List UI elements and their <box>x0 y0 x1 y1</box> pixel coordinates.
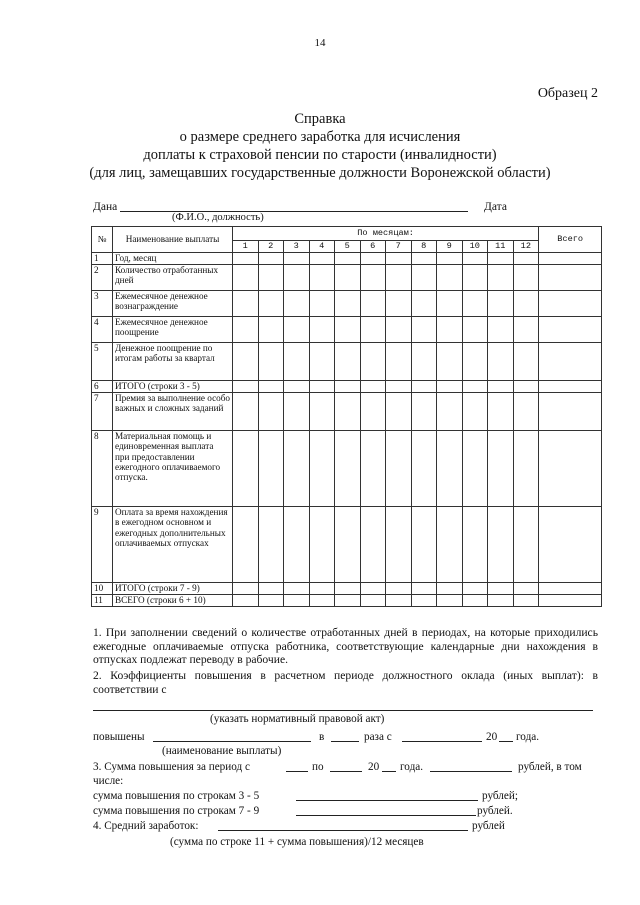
month-cell[interactable] <box>462 343 488 381</box>
month-cell[interactable] <box>437 291 463 317</box>
note-3-year-word: года. <box>400 761 424 773</box>
row-number: 9 <box>92 507 113 583</box>
month-header-2: 2 <box>258 241 284 253</box>
month-cell[interactable] <box>233 253 259 265</box>
month-cell[interactable] <box>258 393 284 431</box>
page-number: 14 <box>314 37 326 49</box>
payment-name-field[interactable] <box>153 741 311 742</box>
table-row <box>92 507 602 583</box>
legal-act-caption: (указать нормативный правовой акт) <box>210 713 385 725</box>
month-cell[interactable] <box>360 381 386 393</box>
month-cell[interactable] <box>335 381 361 393</box>
month-cell[interactable] <box>233 381 259 393</box>
month-header-6: 6 <box>360 241 386 253</box>
total-cell[interactable] <box>539 595 602 607</box>
total-cell[interactable] <box>539 431 602 507</box>
row-number: 6 <box>92 381 113 393</box>
month-cell[interactable] <box>258 507 284 583</box>
month-cell[interactable] <box>258 381 284 393</box>
month-cell[interactable] <box>258 317 284 343</box>
month-cell[interactable] <box>360 583 386 595</box>
month-cell[interactable] <box>411 291 437 317</box>
month-cell[interactable] <box>309 265 335 291</box>
sum-rows-7-9-field[interactable] <box>296 815 476 816</box>
month-cell[interactable] <box>335 343 361 381</box>
month-cell[interactable] <box>411 317 437 343</box>
month-cell[interactable] <box>411 381 437 393</box>
month-cell[interactable] <box>411 595 437 607</box>
month-header-12: 12 <box>513 241 539 253</box>
row-label: Денежное поощрение по итогам работы за квартал <box>113 343 233 381</box>
month-cell[interactable] <box>258 253 284 265</box>
table-row <box>92 431 602 507</box>
fio-caption: (Ф.И.О., должность) <box>172 212 264 223</box>
month-cell[interactable] <box>284 583 310 595</box>
month-cell[interactable] <box>360 595 386 607</box>
sum-rows-3-5-field[interactable] <box>296 800 478 801</box>
total-cell[interactable] <box>539 343 602 381</box>
month-cell[interactable] <box>284 393 310 431</box>
row-label: Материальная помощь и единовременная выплата при предоставлении ежегодного оплачиваемого отпуска. <box>113 431 233 507</box>
month-cell[interactable] <box>462 393 488 431</box>
month-cell[interactable] <box>462 431 488 507</box>
month-cell[interactable] <box>233 583 259 595</box>
month-cell[interactable] <box>462 265 488 291</box>
note-3-year-prefix: 20 <box>368 761 380 773</box>
month-cell[interactable] <box>488 595 514 607</box>
month-cell[interactable] <box>462 507 488 583</box>
month-cell[interactable] <box>233 291 259 317</box>
month-cell[interactable] <box>309 253 335 265</box>
month-header-10: 10 <box>462 241 488 253</box>
month-cell[interactable] <box>284 381 310 393</box>
month-cell[interactable] <box>513 393 539 431</box>
raised-label: повышены <box>93 731 145 743</box>
month-cell[interactable] <box>411 393 437 431</box>
row-number: 7 <box>92 393 113 431</box>
month-cell[interactable] <box>360 253 386 265</box>
month-header-3: 3 <box>284 241 310 253</box>
month-cell[interactable] <box>335 507 361 583</box>
month-header-1: 1 <box>233 241 259 253</box>
month-cell[interactable] <box>309 291 335 317</box>
month-cell[interactable] <box>386 507 412 583</box>
month-cell[interactable] <box>513 253 539 265</box>
note-3-cont: числе: <box>93 775 124 787</box>
month-cell[interactable] <box>360 343 386 381</box>
month-cell[interactable] <box>360 393 386 431</box>
table-row <box>92 265 602 291</box>
note-2: 2. Коэффициенты повышения в расчетном периоде должностного оклада (иных выплат): в соответствии с <box>93 669 598 696</box>
sum-rows-7-9-label: сумма повышения по строкам 7 - 9 <box>93 805 260 817</box>
sum-rows-3-5-label: сумма повышения по строкам 3 - 5 <box>93 790 260 802</box>
col-months-header: По месяцам: <box>233 227 539 241</box>
total-cell[interactable] <box>539 317 602 343</box>
month-cell[interactable] <box>284 291 310 317</box>
sample-label: Образец 2 <box>537 86 598 101</box>
month-cell[interactable] <box>437 317 463 343</box>
times-field[interactable] <box>331 741 359 742</box>
month-cell[interactable] <box>386 265 412 291</box>
month-cell[interactable] <box>284 595 310 607</box>
month-cell[interactable] <box>513 507 539 583</box>
month-cell[interactable] <box>309 431 335 507</box>
row-number: 8 <box>92 431 113 507</box>
month-cell[interactable] <box>335 265 361 291</box>
month-cell[interactable] <box>335 431 361 507</box>
row-label: Премия за выполнение особо важных и сложных заданий <box>113 393 233 431</box>
month-cell[interactable] <box>309 507 335 583</box>
month-cell[interactable] <box>462 595 488 607</box>
row-label: Ежемесячное денежное вознаграждение <box>113 291 233 317</box>
month-cell[interactable] <box>335 253 361 265</box>
row-label: Оплата за время нахождения в ежегодном основном и ежегодных дополнительных оплачиваемых отпусках <box>113 507 233 583</box>
month-cell[interactable] <box>386 381 412 393</box>
month-cell[interactable] <box>513 265 539 291</box>
raise-sum-field[interactable] <box>430 771 512 772</box>
month-cell[interactable] <box>437 431 463 507</box>
month-cell[interactable] <box>258 291 284 317</box>
note-3-po: по <box>312 761 324 773</box>
month-cell[interactable] <box>437 381 463 393</box>
month-cell[interactable] <box>386 583 412 595</box>
month-cell[interactable] <box>233 507 259 583</box>
month-cell[interactable] <box>411 431 437 507</box>
month-cell[interactable] <box>233 431 259 507</box>
year-field[interactable] <box>499 741 513 742</box>
month-cell[interactable] <box>360 291 386 317</box>
month-cell[interactable] <box>309 583 335 595</box>
month-cell[interactable] <box>233 317 259 343</box>
date-label: Дата <box>484 201 507 213</box>
month-cell[interactable] <box>437 507 463 583</box>
month-cell[interactable] <box>386 431 412 507</box>
month-cell[interactable] <box>309 317 335 343</box>
month-cell[interactable] <box>411 265 437 291</box>
total-cell[interactable] <box>539 381 602 393</box>
sum-rows-3-5-rub: рублей; <box>482 790 518 802</box>
month-cell[interactable] <box>488 317 514 343</box>
year-prefix: 20 <box>486 731 498 743</box>
payment-caption: (наименование выплаты) <box>162 745 282 757</box>
month-cell[interactable] <box>284 431 310 507</box>
doc-subtitle-2: доплаты к страховой пенсии по старости (инвалидности) <box>143 147 497 163</box>
table-row <box>92 393 602 431</box>
month-cell[interactable] <box>462 583 488 595</box>
month-cell[interactable] <box>386 253 412 265</box>
note-1: 1. При заполнении сведений о количестве отработанных дней в периодах, на которые приходились ежегодные оплачиваемые отпуска работника, соответствующие календарные дни нахождения в отпусках подлежат переводу в рабочие. <box>93 626 598 667</box>
total-cell[interactable] <box>539 583 602 595</box>
month-cell[interactable] <box>284 343 310 381</box>
average-earnings-field[interactable] <box>218 830 468 831</box>
row-label: Ежемесячное денежное поощрение <box>113 317 233 343</box>
month-cell[interactable] <box>462 291 488 317</box>
month-cell[interactable] <box>386 343 412 381</box>
period-to-field[interactable] <box>330 771 362 772</box>
row-number: 2 <box>92 265 113 291</box>
month-cell[interactable] <box>488 291 514 317</box>
month-cell[interactable] <box>258 431 284 507</box>
row-number: 10 <box>92 583 113 595</box>
month-cell[interactable] <box>335 393 361 431</box>
row-label: Год, месяц <box>113 253 233 265</box>
year-word: года. <box>516 731 540 743</box>
month-cell[interactable] <box>360 265 386 291</box>
month-cell[interactable] <box>411 253 437 265</box>
month-cell[interactable] <box>335 291 361 317</box>
note-4: 4. Средний заработок: <box>93 820 199 832</box>
col-total-header: Всего <box>539 227 602 253</box>
month-cell[interactable] <box>360 317 386 343</box>
month-cell[interactable] <box>335 583 361 595</box>
month-header-11: 11 <box>488 241 514 253</box>
table-row <box>92 381 602 393</box>
period-year-field[interactable] <box>382 771 396 772</box>
month-cell[interactable] <box>386 393 412 431</box>
note-3-rub: рублей, в том <box>518 761 582 773</box>
month-cell[interactable] <box>386 595 412 607</box>
month-cell[interactable] <box>386 317 412 343</box>
month-cell[interactable] <box>284 265 310 291</box>
total-cell[interactable] <box>539 253 602 265</box>
month-cell[interactable] <box>437 343 463 381</box>
total-cell[interactable] <box>539 507 602 583</box>
month-cell[interactable] <box>284 253 310 265</box>
doc-subtitle-3: (для лиц, замещавших государственные должности Воронежской области) <box>89 165 551 181</box>
month-cell[interactable] <box>258 595 284 607</box>
note-4-rub: рублей <box>472 820 505 832</box>
row-number: 5 <box>92 343 113 381</box>
total-cell[interactable] <box>539 265 602 291</box>
row-label: ИТОГО (строки 7 - 9) <box>113 583 233 595</box>
month-cell[interactable] <box>411 583 437 595</box>
formula: (сумма по строке 11 + сумма повышения)/12 месяцев <box>170 836 424 848</box>
month-cell[interactable] <box>233 265 259 291</box>
table-row <box>92 317 602 343</box>
month-cell[interactable] <box>488 431 514 507</box>
month-cell[interactable] <box>488 583 514 595</box>
month-cell[interactable] <box>258 265 284 291</box>
month-cell[interactable] <box>462 381 488 393</box>
row-number: 3 <box>92 291 113 317</box>
month-header-9: 9 <box>437 241 463 253</box>
doc-subtitle-1: о размере среднего заработка для исчисления <box>179 129 461 145</box>
month-cell[interactable] <box>437 393 463 431</box>
row-label: Количество отработанных дней <box>113 265 233 291</box>
row-label: ИТОГО (строки 3 - 5) <box>113 381 233 393</box>
row-number: 11 <box>92 595 113 607</box>
month-cell[interactable] <box>437 583 463 595</box>
month-cell[interactable] <box>513 291 539 317</box>
table-row <box>92 583 602 595</box>
month-cell[interactable] <box>233 393 259 431</box>
month-cell[interactable] <box>488 343 514 381</box>
month-cell[interactable] <box>360 507 386 583</box>
total-cell[interactable] <box>539 393 602 431</box>
sum-rows-7-9-rub: рублей. <box>477 805 513 817</box>
earnings-table <box>91 226 602 607</box>
month-cell[interactable] <box>233 595 259 607</box>
month-cell[interactable] <box>488 265 514 291</box>
month-cell[interactable] <box>437 265 463 291</box>
month-cell[interactable] <box>513 431 539 507</box>
from-date-field[interactable] <box>402 741 482 742</box>
in-label: в <box>319 731 325 743</box>
month-cell[interactable] <box>233 343 259 381</box>
month-cell[interactable] <box>284 317 310 343</box>
month-cell[interactable] <box>437 595 463 607</box>
month-header-7: 7 <box>386 241 412 253</box>
table-row <box>92 253 602 265</box>
month-cell[interactable] <box>488 253 514 265</box>
month-cell[interactable] <box>360 431 386 507</box>
row-number: 1 <box>92 253 113 265</box>
month-cell[interactable] <box>513 595 539 607</box>
month-cell[interactable] <box>411 343 437 381</box>
note-3: 3. Сумма повышения за период с <box>93 761 250 773</box>
month-header-8: 8 <box>411 241 437 253</box>
month-cell[interactable] <box>309 393 335 431</box>
month-cell[interactable] <box>335 317 361 343</box>
month-cell[interactable] <box>513 381 539 393</box>
month-cell[interactable] <box>309 595 335 607</box>
month-header-4: 4 <box>309 241 335 253</box>
times-from-label: раза с <box>364 731 392 743</box>
month-cell[interactable] <box>488 507 514 583</box>
col-name-header: Наименование выплаты <box>113 227 233 253</box>
month-cell[interactable] <box>513 343 539 381</box>
month-cell[interactable] <box>309 381 335 393</box>
month-cell[interactable] <box>258 583 284 595</box>
month-cell[interactable] <box>258 343 284 381</box>
month-cell[interactable] <box>335 595 361 607</box>
month-cell[interactable] <box>513 317 539 343</box>
legal-act-field[interactable] <box>93 710 593 711</box>
month-cell[interactable] <box>386 291 412 317</box>
month-cell[interactable] <box>309 343 335 381</box>
table-row <box>92 343 602 381</box>
doc-title: Справка <box>294 111 346 127</box>
col-num-header: № <box>92 227 113 253</box>
table-row <box>92 595 602 607</box>
issued-to-label: Дана <box>93 201 118 213</box>
month-header-5: 5 <box>335 241 361 253</box>
month-cell[interactable] <box>488 393 514 431</box>
month-cell[interactable] <box>513 583 539 595</box>
month-cell[interactable] <box>462 253 488 265</box>
row-label: ВСЕГО (строки 6 + 10) <box>113 595 233 607</box>
month-cell[interactable] <box>284 507 310 583</box>
month-cell[interactable] <box>488 381 514 393</box>
total-cell[interactable] <box>539 291 602 317</box>
period-from-field[interactable] <box>286 771 308 772</box>
row-number: 4 <box>92 317 113 343</box>
month-cell[interactable] <box>411 507 437 583</box>
table-row <box>92 291 602 317</box>
month-cell[interactable] <box>437 253 463 265</box>
month-cell[interactable] <box>462 317 488 343</box>
